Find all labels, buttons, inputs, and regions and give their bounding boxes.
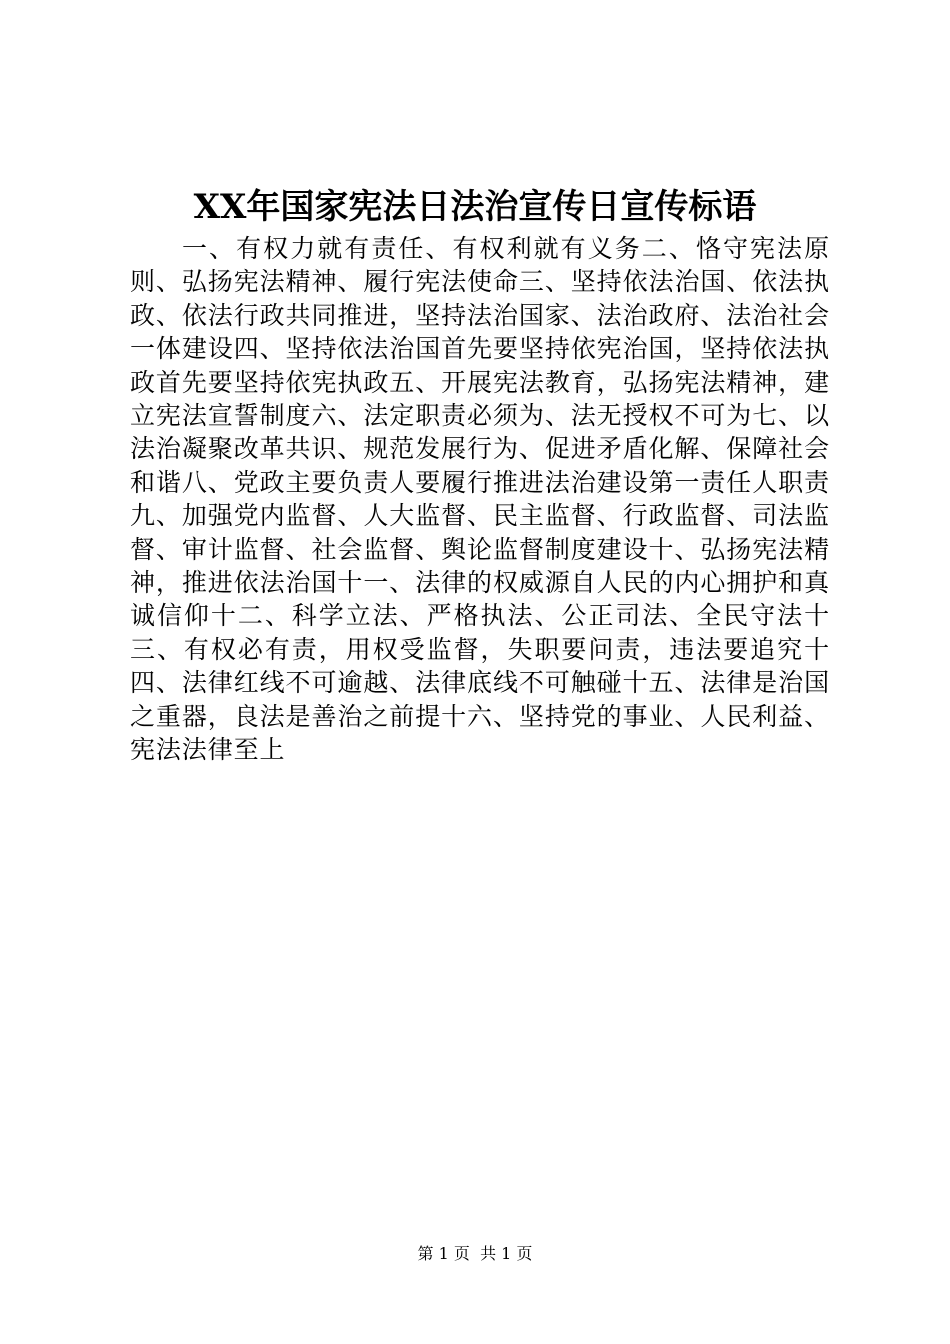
page-total: 共 1 页: [480, 1244, 533, 1263]
document-body: 一、有权力就有责任、有权利就有义务二、恪守宪法原则、弘扬宪法精神、履行宪法使命三、坚持依法治国、依法执政、依法行政共同推进，坚持法治国家、法治政府、法治社会一体建设四、坚持依法治国首先要坚持依宪治国，坚持依法执政首先要坚持依宪执政五、开展宪法教育，弘扬宪法精神，建立宪法宣誓制度六、法定职责必须为、法无授权不可为七、以法治凝聚改革共识、规范发展行为、促进矛盾化解、保障社会和谐八、党政主要负责人要履行推进法治建设第一责任人职责九、加强党内监督、人大监督、民主监督、行政监督、司法监督、审计监督、社会监督、舆论监督制度建设十、弘扬宪法精神，推进依法治国十一、法律的权威源自人民的内心拥护和真诚信仰十二、科学立法、严格执法、公正司法、全民守法十三、有权必有责，用权受监督，失职要问责，违法要追究十四、法律红线不可逾越、法律底线不可触碰十五、法律是治国之重器，良法是善治之前提十六、坚持党的事业、人民利益、宪法法律至上: [130, 234, 830, 765]
page-footer: [0, 1243, 950, 1265]
page-number: 第 1 页: [417, 1244, 470, 1263]
document-title: XX年国家宪法日法治宣传日宣传标语: [193, 187, 757, 227]
